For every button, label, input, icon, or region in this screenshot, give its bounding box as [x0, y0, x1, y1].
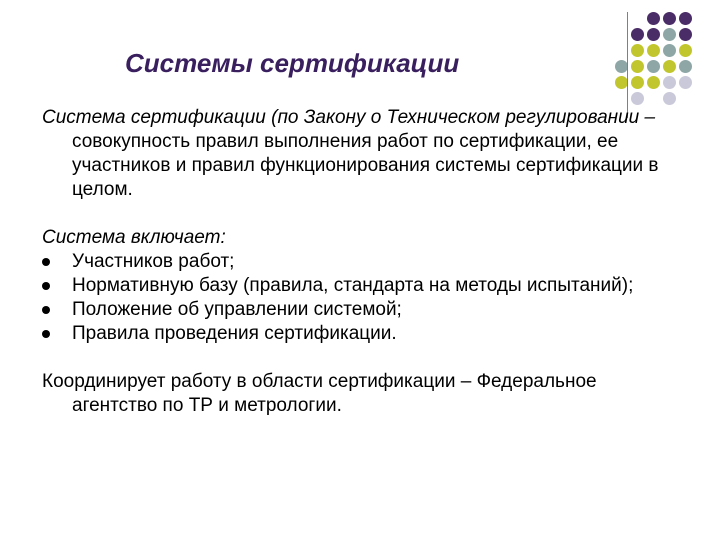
decorative-dot [663, 60, 676, 73]
definition-term: Система сертификации (по Закону о Техническом регулировании – [42, 107, 656, 128]
decorative-dot [663, 44, 676, 57]
list-item: Положение об управлении системой; [42, 298, 682, 322]
bullet-icon [42, 282, 50, 290]
slide-title: Системы сертификации [125, 48, 460, 78]
decorative-dot [631, 92, 644, 105]
decorative-dot [663, 92, 676, 105]
bullet-icon [42, 330, 50, 338]
bullet-icon [42, 306, 50, 314]
definition-paragraph [42, 106, 682, 202]
decorative-dot [631, 28, 644, 41]
bullet-icon [42, 258, 50, 266]
definition-text: совокупность правил выполнения работ по сертификации, ее участников и правил функционирования системы сертификации в целом. [72, 131, 659, 200]
decorative-dot [679, 60, 692, 73]
list-item: Правила проведения сертификации. [42, 322, 682, 346]
includes-heading: Система включает: [42, 227, 226, 248]
list-item: Нормативную базу (правила, стандарта на методы испытаний); [42, 274, 682, 298]
decorative-dot [679, 44, 692, 57]
list-item: Участников работ; [42, 250, 682, 274]
slide-body [42, 106, 682, 418]
decorative-dot [647, 12, 660, 25]
decorative-dot [663, 12, 676, 25]
decorative-dot [663, 28, 676, 41]
decorative-dot [663, 76, 676, 89]
coordinator-paragraph: Координирует работу в области сертификации – Федеральное агентство по ТР и метрологии. [42, 371, 597, 416]
decorative-dot [679, 76, 692, 89]
decorative-dot [647, 76, 660, 89]
decorative-dot [631, 44, 644, 57]
includes-list [42, 250, 682, 346]
decorative-dot [679, 28, 692, 41]
decorative-dot [679, 12, 692, 25]
divider-line [627, 12, 628, 118]
decorative-dot [647, 28, 660, 41]
decorative-dot [631, 60, 644, 73]
decorative-dot [631, 76, 644, 89]
decorative-dot [647, 60, 660, 73]
decorative-dot [647, 44, 660, 57]
